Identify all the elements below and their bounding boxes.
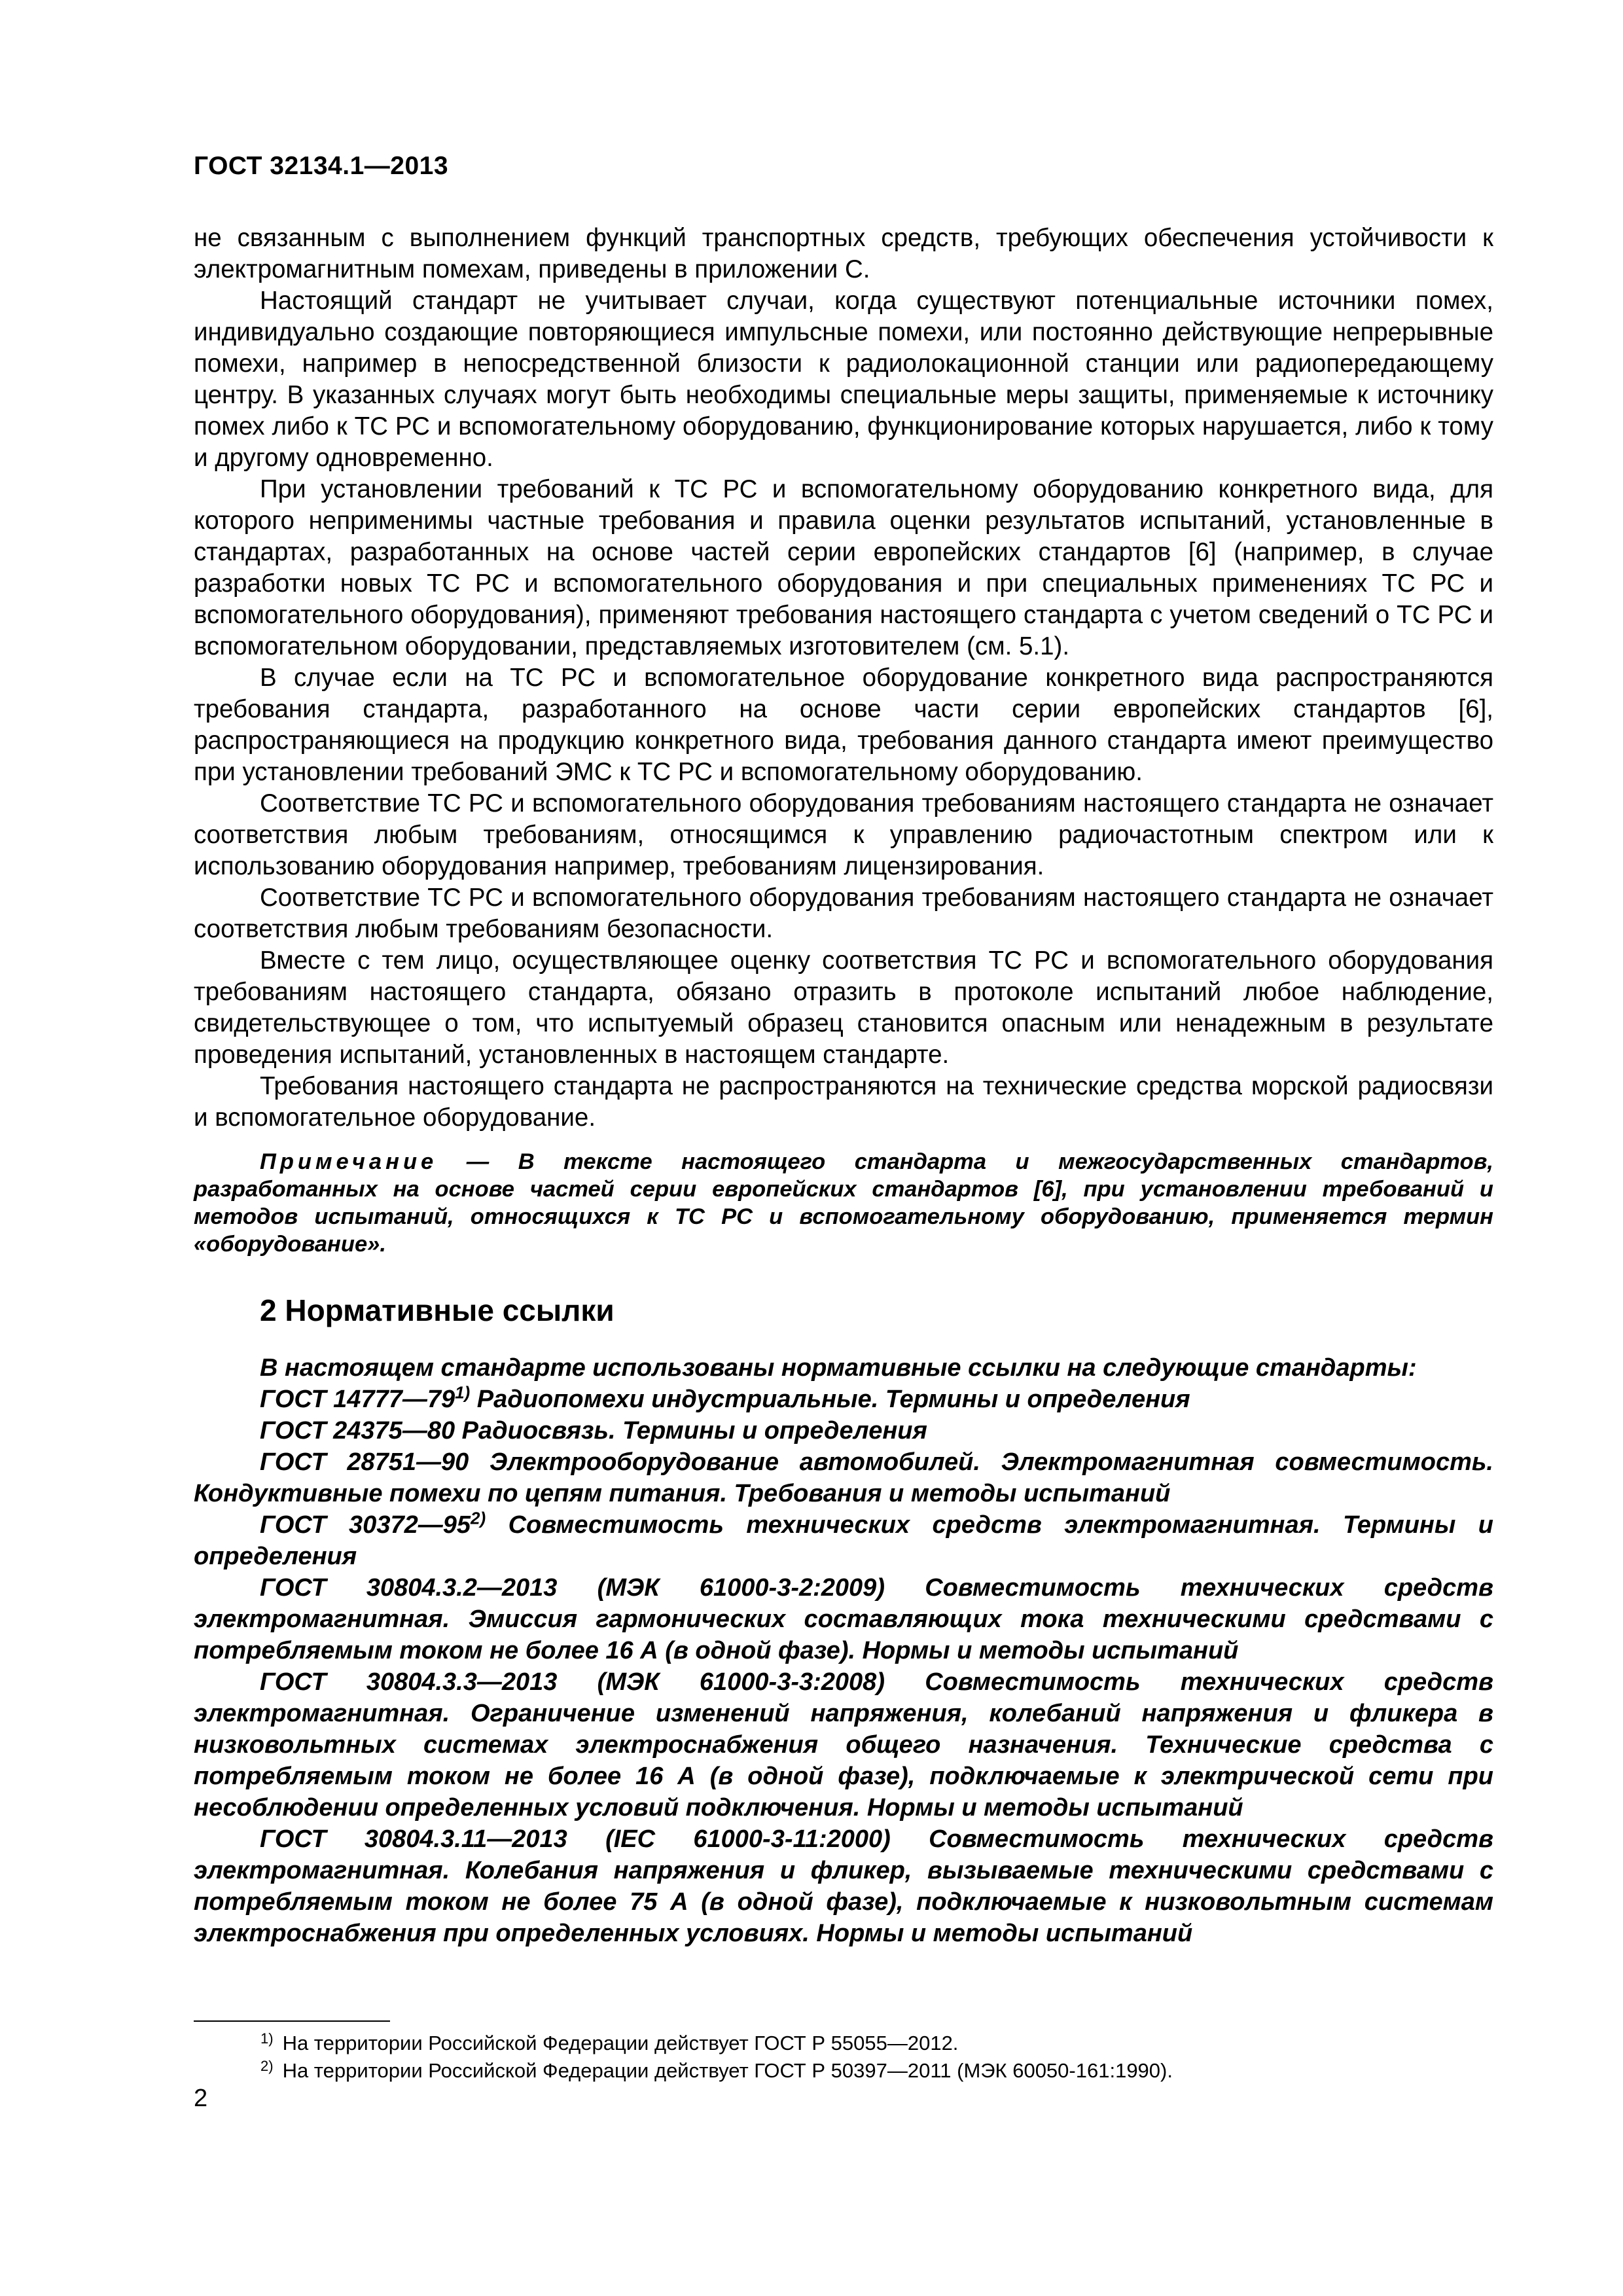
reference-item — [194, 1666, 1493, 1823]
reference-code: ГОСТ 24375—80 — [260, 1417, 455, 1444]
reference-item — [194, 1446, 1493, 1509]
footnote-ref: 2) — [471, 1508, 486, 1528]
reference-text: Электрооборудование автомобилей. Электромагнитная совместимость. Кондуктивные помехи по цепям питания. Требования и методы испытаний — [194, 1448, 1493, 1507]
paragraph: Вместе с тем лицо, осуществляющее оценку соответствия ТС РС и вспомогательного оборудования требованиям настоящего стандарта, обязано отразить в протоколе испытаний любое наблюдение, свидетельствующее о том, что испытуемый образец становится опасным или ненадежным в результате проведения испытаний, установленных в настоящем стандарте. — [194, 946, 1493, 1069]
footnote — [260, 2030, 1173, 2057]
paragraph: При установлении требований к ТС РС и вспомогательному оборудованию конкретного вида, для которого неприменимы частные требования и правила оценки результатов испытаний, установленные в стандартах, разработанных на основе частей серии европейских стандартов [6] (например, в случае разработки новых ТС РС и вспомогательного оборудования и при специальных применениях ТС РС и вспомогательного оборудования), применяют требования настоящего стандарта с учетом сведений о ТС РС и вспомогательном оборудовании, представляемых изготовителем (см. 5.1). — [194, 475, 1493, 660]
footnote — [260, 2057, 1173, 2085]
footnote-separator — [194, 2020, 390, 2022]
reference-code: ГОСТ 30804.3.11—2013 — [260, 1825, 567, 1853]
reference-text: (МЭК 61000-3-2:2009) Совместимость технических средств электромагнитная. Эмиссия гармонических составляющих тока техническими средствами с потребляемым током не более 16 А (в одной фазе). Нормы и методы испытаний — [194, 1574, 1494, 1664]
paragraph: Соответствие ТС РС и вспомогательного оборудования требованиям настоящего стандарта не означает соответствия любым требованиям, относящимся к управлению радиочастотным спектром или к использованию оборудования например, требованиям лицензирования. — [194, 789, 1493, 880]
paragraph: Требования настоящего стандарта не распространяются на технические средства морской радиосвязи и вспомогательное оборудование. — [194, 1072, 1493, 1132]
footnotes — [260, 2030, 1173, 2085]
reference-text: Радиопомехи индустриальные. Термины и определения — [470, 1386, 1190, 1413]
document-body — [194, 223, 1493, 1949]
references-intro: В настоящем стандарте использованы нормативные ссылки на следующие стандарты: — [260, 1354, 1417, 1382]
paragraph: Соответствие ТС РС и вспомогательного оборудования требованиям настоящего стандарта не означает соответствия любым требованиям безопасности. — [194, 884, 1493, 943]
paragraph: В случае если на ТС РС и вспомогательное оборудование конкретного вида распространяются требования стандарта, разработанного на основе части серии европейских стандартов [6], распространяющиеся на продукцию конкретного вида, требования данного стандарта имеют преимущество при установлении требований ЭМС к ТС РС и вспомогательному оборудованию. — [194, 664, 1493, 786]
reference-code: ГОСТ 28751—90 — [260, 1448, 469, 1476]
note-text: — В тексте настоящего стандарта и межгосударственных стандартов, разработанных на основе частей серии европейских стандартов [6], при установлении требований и методов испытаний, относящихся к ТС РС и вспомогательному оборудованию, применяется термин «оборудование». — [194, 1149, 1493, 1257]
references-list — [194, 1352, 1493, 1949]
reference-text: Радиосвязь. Термины и определения — [455, 1417, 927, 1444]
reference-code: ГОСТ 30372—95 — [260, 1511, 471, 1539]
reference-code: ГОСТ 14777—79 — [260, 1386, 455, 1413]
footnote-mark: 2) — [260, 2058, 274, 2074]
reference-item — [194, 1572, 1493, 1666]
reference-item — [194, 1823, 1493, 1949]
reference-item — [194, 1415, 1493, 1446]
reference-code: ГОСТ 30804.3.2—2013 — [260, 1574, 558, 1602]
paragraph: Настоящий стандарт не учитывает случаи, когда существуют потенциальные источники помех, индивидуально создающие повторяющиеся импульсные помехи, или постоянно действующие непрерывные помехи, например в непосредственной близости к радиолокационной станции или радиопередающему центру. В указанных случаях могут быть необходимы специальные меры защиты, применяемые к источнику помех либо к ТС РС и вспомогательному оборудованию, функционирование которых нарушается, либо к тому и другому одновременно. — [194, 287, 1493, 472]
footnote-text: На территории Российской Федерации действует ГОСТ Р 50397—2011 (МЭК 60050-161:1990). — [282, 2059, 1173, 2082]
reference-code: ГОСТ 30804.3.3—2013 — [260, 1668, 558, 1696]
footnote-text: На территории Российской Федерации действует ГОСТ Р 55055—2012. — [282, 2032, 959, 2054]
reference-text: Совместимость технических средств электромагнитная. Термины и определения — [194, 1511, 1493, 1570]
section-heading: 2 Нормативные ссылки — [260, 1293, 615, 1327]
footnote-ref: 1) — [455, 1382, 471, 1403]
reference-item — [194, 1384, 1493, 1415]
document-header: ГОСТ 32134.1—2013 — [194, 152, 449, 180]
reference-text: (МЭК 61000-3-3:2008) Совместимость технических средств электромагнитная. Ограничение изменений напряжения, колебаний напряжения и фликера в низковольтных системах электроснабжения общего назначения. Технические средства с потребляемым током не более 16 А (в одной фазе), подключаемые к электрической сети при несоблюдении определенных условий подключения. Нормы и методы испытаний — [194, 1668, 1494, 1821]
page-number: 2 — [194, 2085, 208, 2112]
paragraph-continuation: не связанным с выполнением функций транспортных средств, требующих обеспечения устойчивости к электромагнитным помехам, приведены в приложении С. — [194, 224, 1493, 283]
note-label: Примечание — [260, 1149, 438, 1174]
reference-text: (IEC 61000-3-11:2000) Совместимость технических средств электромагнитная. Колебания напряжения и фликер, вызываемые техническими средствами с потребляемым током не более 75 А (в одной фазе), подключаемые к низковольтным системам электроснабжения при определенных условиях. Нормы и методы испытаний — [194, 1825, 1494, 1947]
reference-item — [194, 1509, 1493, 1572]
footnote-mark: 1) — [260, 2030, 274, 2047]
note — [194, 1148, 1493, 1258]
